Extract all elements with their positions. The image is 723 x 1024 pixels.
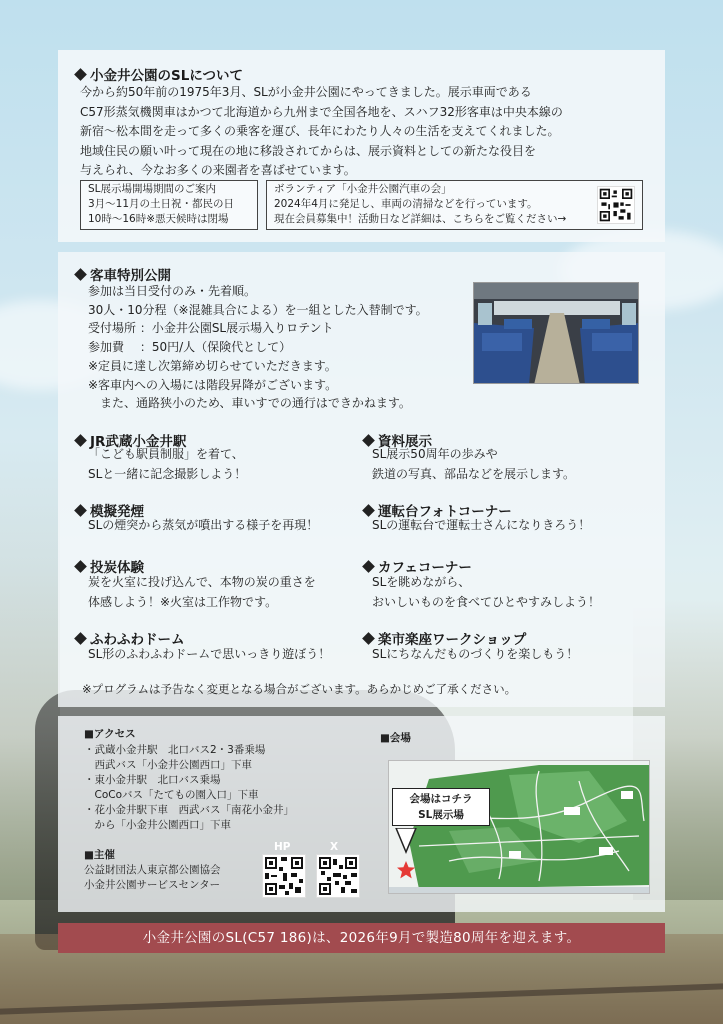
- access-text: ・武蔵小金井駅 北口バス2・3番乗場 西武バス「小金井公園西口」下車 ・東小金井駅 北口バス乗場 CoCoバス「たてもの園入口」下車 ・花小金井駅下車 西武バス「南花小金井」 から「小金井公園西口」下車: [84, 744, 294, 831]
- event-heading: 楽市楽座ワークショップ: [364, 628, 526, 648]
- access-heading: ■アクセス: [84, 728, 136, 740]
- venue-heading: ■会場: [380, 732, 411, 744]
- diamond-icon: [74, 560, 87, 573]
- volunteer-text: ボランティア「小金井公園汽車の会」 2024年4月に発足し、車両の清掃などを行っています。 現在会員募集中！活動日など詳細は、こちらをご覧ください→: [274, 183, 567, 225]
- event-heading: 投炭体験: [76, 556, 144, 576]
- x-qr-code[interactable]: [316, 854, 360, 898]
- event-heading: カフェコーナー: [364, 556, 472, 576]
- car-open-heading: 客車特別公開: [76, 264, 171, 284]
- event-text: 炭を火室に投げ込んで、本物の炭の重さを 体感しよう！※火室は工作物です。: [88, 575, 316, 609]
- diamond-icon: [362, 504, 375, 517]
- passenger-car-interior-photo: [473, 282, 639, 384]
- callout-arrow-icon: [394, 828, 424, 854]
- volunteer-qr-code[interactable]: [597, 186, 635, 224]
- organizer-text: 公益財団法人東京都公園協会 小金井公園サービスセンター: [84, 864, 221, 891]
- event-text: 「こども駅員制服」を着て、 SLと一緒に記念撮影しよう！: [88, 447, 247, 481]
- diamond-icon: [74, 434, 87, 447]
- qr-icon: [317, 855, 359, 897]
- diamond-icon: [362, 632, 375, 645]
- event-heading: ふわふわドーム: [76, 628, 185, 648]
- hp-qr-label: HP: [274, 841, 291, 853]
- x-qr-label: X: [330, 841, 339, 853]
- diamond-icon: [74, 504, 87, 517]
- about-text: 今から約50年前の1975年3月、SLが小金井公園にやってきました。展示車両である C57形蒸気機関車はかつて北海道から九州まで全国各地を、スハフ32形客車は中央本線の 新宿～松本間を走って多くの乗客を運び、長年にわたり人々の生活を支えてくれました。 地域住民の願い叶って現在の地に移設されてからは、展示資料としての新たな役目を 与えられ、今なお多くの来園者を喜ばせています。: [80, 85, 563, 177]
- event-heading: 資料展示: [364, 430, 432, 450]
- organizer-heading: ■主催: [84, 849, 115, 861]
- event-text: SLを眺めながら、 おいしいものを食べてひとやすみしよう！: [372, 575, 601, 609]
- venue-map[interactable]: [388, 760, 650, 894]
- qr-icon: [263, 855, 305, 897]
- diamond-icon: [74, 632, 87, 645]
- hp-qr-code[interactable]: [262, 854, 306, 898]
- diamond-icon: [74, 268, 87, 281]
- qr-icon: [598, 187, 634, 223]
- venue-callout: 会場はコチラ SL展示場: [392, 788, 490, 826]
- event-heading: 運転台フォトコーナー: [364, 500, 512, 520]
- anniversary-banner: 小金井公園のSL(C57 186)は、2026年9月で製造80周年を迎えます。: [58, 923, 665, 953]
- car-open-text: 参加は当日受付のみ・先着順。 30人・10分程（※混雑具合による）を一組とした入替制です。 受付場所 ：小金井公園SL展示場入りロテント 参加費 ：50円/人（保険代として） ※定員に達し次第締め切らせていただきます。 ※客車内への入場には階段昇降がございます。 また、通路狭小のため、車いすでの通行はできかねます。: [88, 284, 428, 411]
- event-text: SL展示50周年の歩みや 鉄道の写真、部品などを展示します。: [372, 447, 576, 481]
- event-heading: 模擬発煙: [76, 500, 144, 520]
- program-note: ※プログラムは予告なく変更となる場合がございます。あらかじめご了承ください。: [82, 682, 517, 696]
- diamond-icon: [74, 68, 87, 81]
- diamond-icon: [362, 560, 375, 573]
- event-text: SLの煙突から蒸気が噴出する様子を再現！: [88, 518, 319, 532]
- hours-text: SL展示場開場期間のご案内 3月～11月の土日祝・都民の日 10時～16時※悪天候時は閉場: [88, 183, 235, 225]
- event-heading: JR武蔵小金井駅: [76, 430, 186, 450]
- event-text: SLにちなんだものづくりを楽しもう！: [372, 647, 579, 661]
- event-text: SLの運転台で運転士さんになりきろう！: [372, 518, 591, 532]
- venue-star-marker-icon: [396, 860, 416, 880]
- event-text: SL形のふわふわドームで思いっきり遊ぼう！: [88, 647, 331, 661]
- about-heading: 小金井公園のSLについて: [76, 64, 243, 84]
